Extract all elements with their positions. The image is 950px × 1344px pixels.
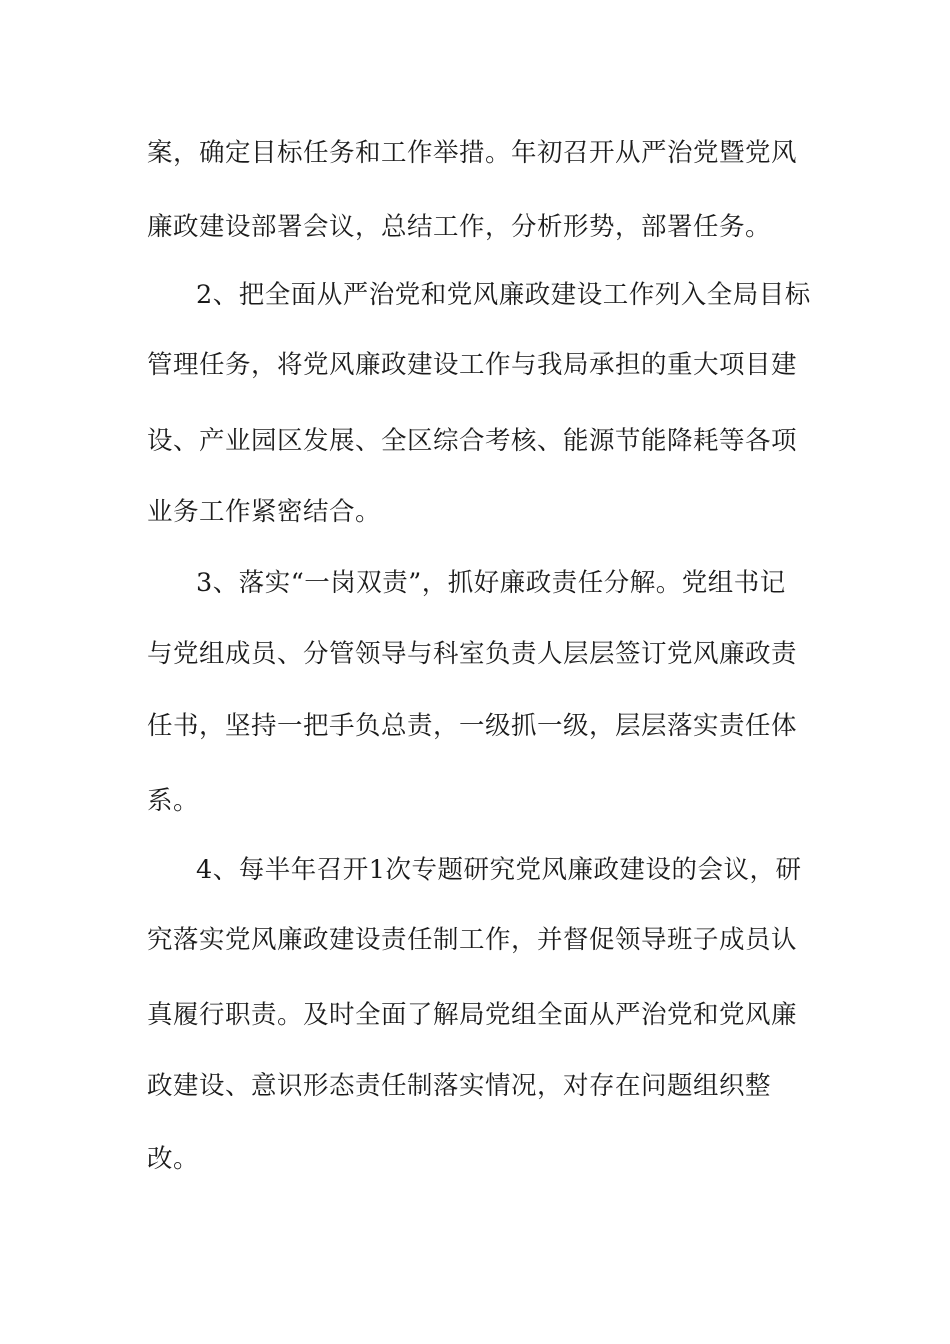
text-line: 改。	[147, 1144, 200, 1174]
text-line: 廉政建设部署会议，总结工作，分析形势，部署任务。	[147, 212, 772, 242]
paragraph-2-start: 2、把全面从严治党和党风廉政建设工作列入全局目标	[196, 280, 811, 310]
text-line: 真履行职责。及时全面了解局党组全面从严治党和党风廉	[147, 1000, 798, 1030]
paragraph-4-start: 4、每半年召开1次专题研究党风廉政建设的会议，研	[196, 855, 802, 885]
paragraph-3-start: 3、落实“一岗双责”，抓好廉政责任分解。党组书记	[196, 568, 786, 598]
text-line: 案，确定目标任务和工作举措。年初召开从严治党暨党风	[147, 138, 798, 168]
text-line: 业务工作紧密结合。	[147, 497, 382, 527]
text-line: 管理任务，将党风廉政建设工作与我局承担的重大项目建	[147, 350, 798, 380]
text-line: 究落实党风廉政建设责任制工作，并督促领导班子成员认	[147, 925, 798, 955]
text-line: 与党组成员、分管领导与科室负责人层层签订党风廉政责	[147, 639, 798, 669]
text-line: 政建设、意识形态责任制落实情况，对存在问题组织整	[147, 1071, 772, 1101]
text-line: 系。	[147, 786, 200, 816]
text-line: 任书，坚持一把手负总责，一级抓一级，层层落实责任体	[147, 711, 798, 741]
text-line: 设、产业园区发展、全区综合考核、能源节能降耗等各项	[147, 426, 798, 456]
